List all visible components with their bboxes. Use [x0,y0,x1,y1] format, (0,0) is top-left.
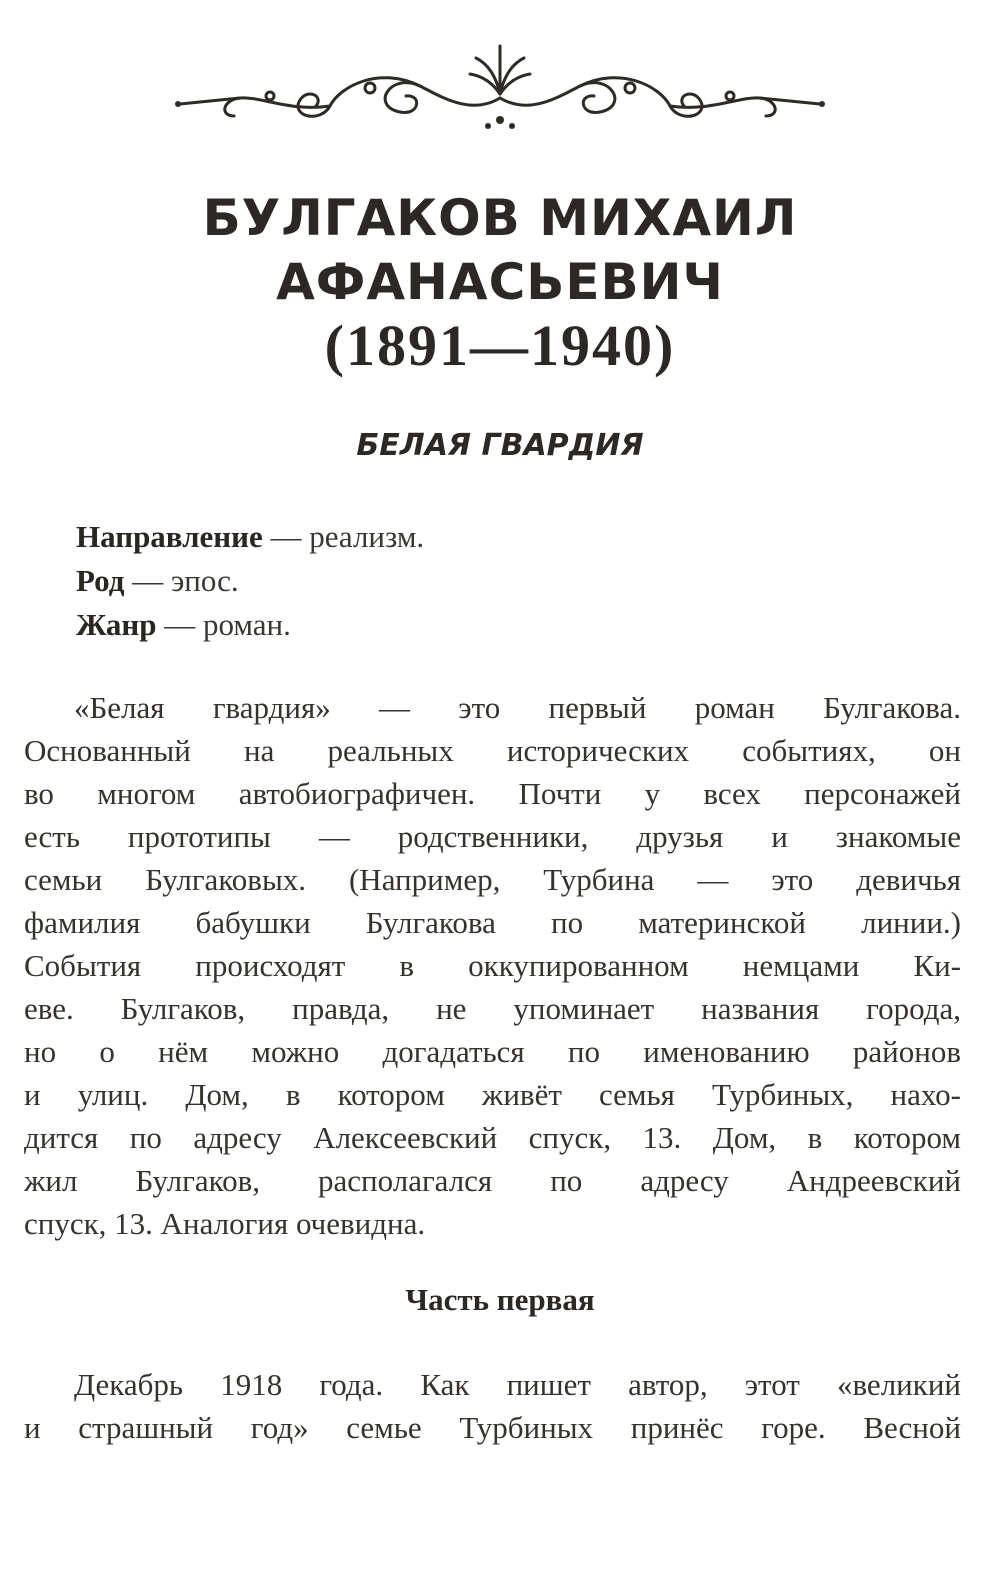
paragraph-line: есть прототипы — родственники, друзья и знакомые [24,819,961,854]
paragraph-line: Декабрь 1918 года. Как пишет автор, этот «великий [74,1367,961,1402]
author-name-line-2: АФАНАСЬЕВИЧ [276,253,724,311]
paragraph-line: во многом автобиографичен. Почти у всех персонажей [24,776,961,811]
paragraph-line: и страшный год» семье Турбиных принёс горе. Весной [24,1410,961,1445]
fact-kind [76,559,424,603]
fact-value: — эпос. [124,563,239,598]
paragraph-line: Основанный на реальных исторических событиях, он [24,733,961,768]
fact-term: Направление [76,519,263,554]
part-one-paragraph [24,1363,961,1449]
decorative-flourish-icon [170,36,830,136]
paragraph-line: еве. Булгаков, правда, не упоминает названия города, [24,991,961,1026]
paragraph-line: жил Булгаков, располагался по адресу Андреевский [24,1163,961,1198]
section-heading: Часть первая [405,1282,595,1317]
paragraph-line: но о нём можно догадаться по именованию районов [24,1034,961,1069]
work-title: БЕЛАЯ ГВАРДИЯ [356,428,644,463]
fact-genre [76,603,424,647]
fact-value: — роман. [156,607,291,642]
paragraph-line: спуск, 13. Аналогия очевидна. [24,1206,426,1241]
paragraph-line: События происходят в оккупированном немцами Ки- [24,948,961,983]
paragraph-line: и улиц. Дом, в котором живёт семья Турбиных, нахо- [24,1077,961,1112]
author-heading [0,186,1000,378]
fact-direction [76,515,424,559]
fact-value: — реализм. [262,519,425,554]
intro-paragraph [24,686,961,1245]
fact-term: Жанр [76,607,157,642]
paragraph-line: семьи Булгаковых. (Например, Турбина — это девичья [24,862,961,897]
paragraph-line: дится по адресу Алексеевский спуск, 13. Дом, в котором [24,1120,961,1155]
fact-term: Род [76,563,125,598]
paragraph-line: фамилия бабушки Булгакова по материнской линии.) [24,905,961,940]
paragraph-line: «Белая гвардия» — это первый роман Булгакова. [74,690,961,725]
author-name-line-1: БУЛГАКОВ МИХАИЛ [202,189,798,247]
work-facts [76,515,424,647]
author-years: (1891—1940) [324,313,676,378]
